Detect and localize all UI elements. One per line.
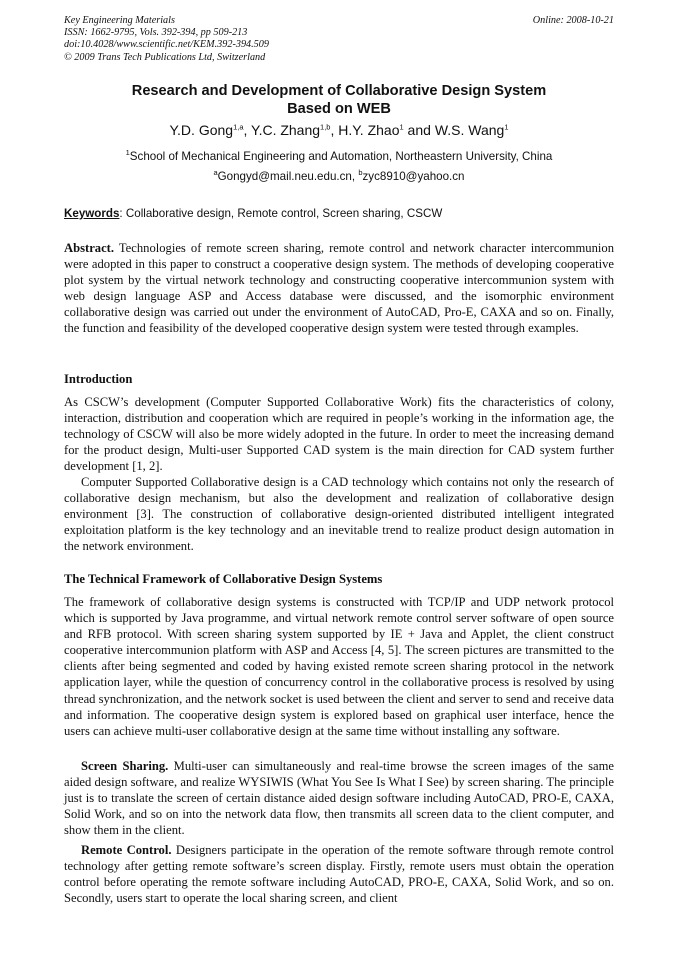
email-b: zyc8910@yahoo.cn (362, 170, 465, 183)
online-date: Online: 2008-10-21 (532, 15, 614, 26)
title-line-2: Based on WEB (287, 101, 391, 117)
title-line-1: Research and Development of Collaborative Design System (131, 83, 547, 99)
keywords-text: Collaborative design, Remote control, Screen sharing, CSCW (122, 207, 443, 220)
author-name: Y.C. Zhang (251, 122, 321, 138)
author-sup: 1 (504, 122, 509, 132)
email-line: $^a$Gongyd@mail.neu.edu.cn, $^b$zyc8910@yahoo.cn (213, 168, 465, 183)
screen-sharing-label: Screen Sharing. (81, 759, 169, 773)
intro-paragraph-2: Computer Supported Collaborative design is a CAD technology which contains not only the research of collaborative design mechanism, but also the development and realization of collaborative design environment [3]. The construction of collaborative design-oriented distributed intelligent integrated exploitation platform is the key technology and an inevitable trend to realize product design automation in the network environment. (64, 475, 614, 554)
issn-line: ISSN: 1662-9795, Vols. 392-394, pp 509-213 (64, 27, 248, 39)
journal-name: Key Engineering Materials (64, 15, 175, 26)
abstract-paragraph (64, 240, 614, 337)
author-name: W.S. Wang (434, 122, 505, 138)
screen-sharing-paragraph: Screen Sharing. Multi-user can simultaneously and real-time browse the screen images of the same aided design software, and realize WYSIWIS (What You See Is What I See) by screen sharing. The principle just is to translate the screen of certain distance aided design software including AutoCAD, PRO-E, CAXA, Solid Work, and so on into the network data flow, then transmits all screen data to the client computer, and show them in the client. (64, 759, 614, 838)
remote-control-label: Remote Control. (81, 843, 172, 857)
abstract-text: Technologies of remote screen sharing, remote control and network character intercommunion were adopted in this paper to construct a cooperative design system. The methods of developing cooperative plot system by the virtual network technology and constructing cooperative intercommunion system with web design language ASP and Access database were discussed, and the isomorphic environment collaborative design was carried out under the environment of AutoCAD, Pro-E, CAXA and so on. Finally, the function and feasibility of the developed cooperative design system were tested through examples. (64, 241, 614, 336)
keywords: Keywords: Collaborative design, Remote control, Screen sharing, CSCW (64, 207, 443, 220)
author-sup: 1 (399, 122, 404, 132)
email-a: Gongyd@mail.neu.edu.cn, (217, 170, 356, 183)
doi-line: doi:10.4028/www.scientific.net/KEM.392-394.509 (64, 39, 269, 51)
remote-control-paragraph: Remote Control. Designers participate in the operation of the remote software through remote control technology after getting remote software’s screen display. Firstly, remote users must obtain the operation control before operating the remote software including AutoCAD, PRO-E, CAXA, Solid Work, and so on. Secondly, users start to operate the local sharing screen, and client (64, 843, 614, 906)
intro-paragraph-1: As CSCW’s development (Computer Supported Collaborative Work) fits the characteristics of colony, interaction, distribution and cooperation which are required in people’s working in the information age, the technology of CSCW will also be more widely adopted in the future. In order to meet the increasing demand for the product design, Multi-user Supported CAD system is the main direction for CAD system further development [1, 2]. (64, 395, 614, 474)
affiliation: $^1$School of Mechanical Engineering and Automation, Northeastern University, China (125, 148, 553, 163)
author-name: Y.D. Gong (169, 122, 234, 138)
copyright-line: © 2009 Trans Tech Publications Ltd, Switzerland (64, 51, 266, 63)
author-sup: 1,b (320, 122, 331, 132)
framework-paragraph-1: The framework of collaborative design systems is constructed with TCP/IP and UDP network protocol which is supported by Java programme, and virtual network remote control server software of open source and RFB protocol. With screen sharing system supported by IE + Java and Applet, the client construct cooperative intercommunion platform with ASP and Access [4, 5]. The screen pictures are transmitted to the clients after being segmented and coded by having existed remote screen sharing protocol in the network application layer, while the question of concurrency control in the collaborative process is resolved by using thread synchronization, and the network socket is used between the client and server to send and receive data and information. The cooperative design system is explored based on graphical user interface, hence the users can achieve multi-user collaborative design at the same time without installing any software. (64, 595, 614, 738)
paper-title (0, 82, 678, 118)
author-sup: 1,a (233, 122, 244, 132)
author-name: H.Y. Zhao (338, 122, 400, 138)
journal-header (64, 15, 269, 64)
author-list: Y.D. Gong$^{1,a}$, Y.C. Zhang$^{1,b}$, H.Y. Zhao$^1$ and W.S. Wang$^1$ (169, 122, 509, 138)
introduction-heading: Introduction (64, 372, 133, 386)
keywords-label: Keywords (64, 207, 120, 220)
framework-heading: The Technical Framework of Collaborative Design Systems (64, 572, 383, 586)
abstract-label: Abstract. (64, 241, 115, 255)
